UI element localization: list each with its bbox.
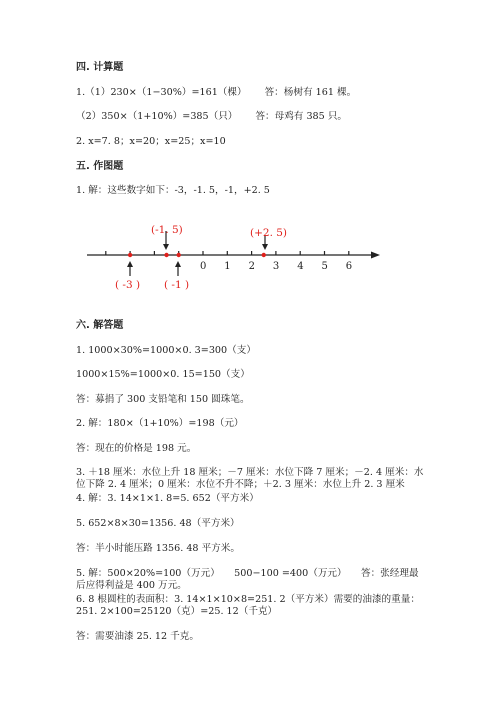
tick-label: 2: [248, 261, 255, 272]
tick-label: 6: [345, 261, 353, 272]
s6-line-11: 6. 8 根圆柱的表面积：3. 14×1×10×8=251. 2（平方米）需要的油漆的重量：251. 2×100=25120（克）=25. 12（千克）: [76, 594, 420, 617]
number-point: [128, 253, 132, 257]
s4-q1b-answer: 答：母鸡有 385 只。: [255, 111, 348, 122]
arrow-minus-3-head: [127, 261, 133, 267]
s6-line-2: 1000×15%=1000×0. 15=150（支）: [76, 369, 250, 380]
label-minus-1: ( -1 ): [164, 279, 190, 291]
s6-line-1: 1. 1000×30%=1000×0. 3=300（支）: [76, 345, 256, 356]
number-point: [262, 253, 266, 257]
label-minus-3: ( -3 ): [115, 279, 141, 291]
s6-line-4: 2. 解：180×（1+10%）=198（元）: [76, 418, 244, 429]
s6-line-7: 4. 解：3. 14×1×1. 8=5. 652（平方米）: [76, 493, 259, 504]
s6-line-5: 答：现在的价格是 198 元。: [76, 443, 197, 454]
s6-line-8: 5. 652×8×30=1356. 48（平方米）: [76, 518, 240, 529]
s6-line-12: 答：需要油漆 25. 12 千克。: [76, 631, 199, 642]
s6-line-6: 3. ＋18 厘米：水位上升 18 厘米；－7 厘米：水位下降 7 厘米；－2. 4 厘米：水位下降 2. 4 厘米；0 厘米：水位不升不降；＋2. 3 厘米：水位上升 2. 3 厘米: [76, 467, 424, 490]
number-line-arrowhead: [371, 252, 380, 259]
section-4-heading: 四. 计算题: [76, 62, 124, 73]
arrow-minus-1-head: [175, 261, 181, 267]
s4-q1a-answer: 答：杨树有 161 棵。: [264, 87, 357, 98]
arrow-minus-1-5-head: [163, 244, 169, 250]
section-5-heading: 五. 作图题: [76, 161, 124, 172]
label-plus-2-5: (+2. 5): [250, 227, 288, 239]
tick-label: 3: [272, 261, 280, 272]
section-6-heading: 六. 解答题: [76, 320, 124, 331]
number-line-figure: [0, 218, 500, 298]
s6-line-3: 答：募捐了 300 支铅笔和 150 圆珠笔。: [76, 394, 250, 405]
s4-q2: 2. x=7. 8；x=20；x=25；x=10: [76, 136, 226, 147]
label-minus-1-5: (-1. 5): [151, 224, 183, 236]
s4-q1b-row: [76, 111, 347, 123]
tick-label: 5: [321, 261, 328, 272]
tick-label: 0: [200, 261, 207, 272]
s4-q1a: 1.（1）230×（1−30%）=161（棵）: [76, 87, 247, 98]
arrow-plus-2-5-head: [262, 244, 268, 250]
number-point: [164, 253, 168, 257]
s6-line-10: 5. 解：500×20%=100（万元） 500−100 =400（万元） 答：张经理最后应得利益是 400 万元。: [76, 568, 419, 591]
tick-label: 4: [297, 261, 304, 272]
tick-label: 1: [224, 261, 231, 272]
s4-q1b: （2）350×（1+10%）=385（只）: [76, 111, 238, 122]
s5-q1: 1. 解：这些数字如下：-3，-1. 5，-1，+2. 5: [76, 185, 270, 196]
s6-line-9: 答：半小时能压路 1356. 48 平方米。: [76, 543, 240, 554]
number-point: [177, 253, 181, 257]
s4-q1a-row: [76, 87, 356, 99]
